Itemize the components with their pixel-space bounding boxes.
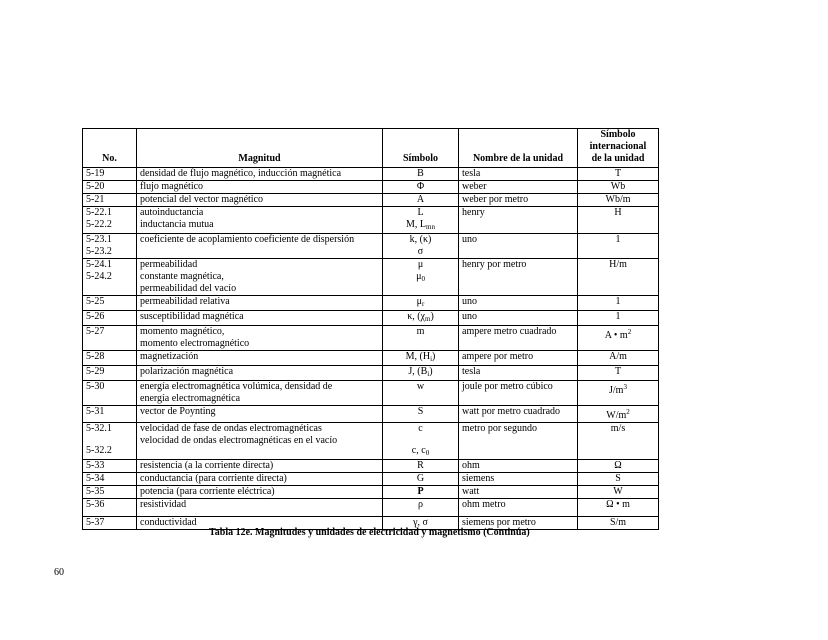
cell-simbolo-si: S [578, 473, 659, 486]
cell-unidad: uno [459, 296, 578, 311]
cell-unidad: tesla [459, 168, 578, 181]
cell-simbolo: B [383, 168, 459, 181]
table-row [83, 423, 659, 460]
cell-unidad: henry por metro [459, 259, 578, 296]
cell-magnitud: flujo magnético [137, 181, 383, 194]
cell-no: 5-24.1 5-24.2 [83, 259, 137, 296]
cell-unidad: tesla [459, 366, 578, 381]
cell-unidad: henry [459, 207, 578, 234]
cell-simbolo: $\mu_r$ [383, 296, 459, 311]
cell-simbolo-si: T [578, 168, 659, 181]
cell-unidad: weber por metro [459, 194, 578, 207]
cell-no: 5-23.1 5-23.2 [83, 234, 137, 259]
cell-magnitud: potencial del vector magnético [137, 194, 383, 207]
cell-simbolo: M, $(H_i)$ [383, 351, 459, 366]
cell-no: 5-20 [83, 181, 137, 194]
cell-unidad: uno [459, 234, 578, 259]
cell-no: 5-30 [83, 381, 137, 406]
cell-no: 5-28 [83, 351, 137, 366]
cell-magnitud: resistividad [137, 499, 383, 517]
table-row [83, 473, 659, 486]
cell-unidad: metro por segundo [459, 423, 578, 460]
cell-magnitud: potencia (para corriente eléctrica) [137, 486, 383, 499]
header-nombre-unidad: Nombre de la unidad [459, 129, 578, 168]
cell-magnitud: polarización magnética [137, 366, 383, 381]
cell-no: 5-29 [83, 366, 137, 381]
cell-unidad: siemens por metro [459, 517, 578, 530]
cell-simbolo: m [383, 326, 459, 351]
cell-simbolo: S [383, 406, 459, 423]
cell-no: 5-37 [83, 517, 137, 530]
cell-simbolo-si: $J/m^3$ [578, 381, 659, 406]
table-row [83, 366, 659, 381]
cell-no: 5-36 [83, 499, 137, 517]
cell-simbolo: A [383, 194, 459, 207]
table-row [83, 460, 659, 473]
cell-simbolo-si: Wb [578, 181, 659, 194]
cell-simbolo-si: Ω [578, 460, 659, 473]
cell-simbolo-si: 1 [578, 296, 659, 311]
cell-magnitud: susceptibilidad magnética [137, 311, 383, 326]
cell-simbolo-si: A • $m^2$ [578, 326, 659, 351]
header-simbolo-internacional: Símbolo internacional de la unidad [578, 129, 659, 168]
cell-magnitud: vector de Poynting [137, 406, 383, 423]
cell-simbolo-si: H/m [578, 259, 659, 296]
cell-no: 5-34 [83, 473, 137, 486]
cell-no: 5-25 [83, 296, 137, 311]
table-row [83, 381, 659, 406]
cell-unidad: weber [459, 181, 578, 194]
cell-simbolo-si: $W/m^2$ [578, 406, 659, 423]
cell-magnitud: permeabilidad constante magnética, permeabilidad del vacío [137, 259, 383, 296]
table-row [83, 207, 659, 234]
cell-magnitud: magnetización [137, 351, 383, 366]
cell-unidad: ohm [459, 460, 578, 473]
cell-magnitud: conductancia (para corriente directa) [137, 473, 383, 486]
cell-simbolo-si: 1 [578, 311, 659, 326]
table-row [83, 168, 659, 181]
cell-simbolo: Φ [383, 181, 459, 194]
cell-simbolo-si: A/m [578, 351, 659, 366]
cell-unidad: ohm metro [459, 499, 578, 517]
table-row [83, 181, 659, 194]
cell-simbolo: R [383, 460, 459, 473]
cell-no: 5-27 [83, 326, 137, 351]
cell-unidad: watt por metro cuadrado [459, 406, 578, 423]
table-row [83, 326, 659, 351]
cell-simbolo: P [383, 486, 459, 499]
cell-magnitud: momento magnético, momento electromagnético [137, 326, 383, 351]
cell-magnitud: energía electromagnética volúmica, densidad de energía electromagnética [137, 381, 383, 406]
cell-no: 5-19 [83, 168, 137, 181]
table-row [83, 311, 659, 326]
cell-simbolo: J, $(B_i)$ [383, 366, 459, 381]
cell-simbolo: L M, $L_{mn}$ [383, 207, 459, 234]
cell-simbolo-si: T [578, 366, 659, 381]
cell-simbolo-si: W [578, 486, 659, 499]
cell-simbolo-si: Ω • m [578, 499, 659, 517]
table-row [83, 499, 659, 517]
cell-simbolo: μ $\mu_0$ [383, 259, 459, 296]
cell-unidad: siemens [459, 473, 578, 486]
cell-simbolo-si: m/s [578, 423, 659, 460]
cell-magnitud: conductividad [137, 517, 383, 530]
header-no: No. [83, 129, 137, 168]
table-row [83, 234, 659, 259]
cell-unidad: joule por metro cúbico [459, 381, 578, 406]
cell-no: 5-35 [83, 486, 137, 499]
table-row [83, 296, 659, 311]
table-caption: Tabla 12e. Magnitudes y unidades de electricidad y magnetismo (Continúa) [209, 527, 530, 538]
table-row [83, 486, 659, 499]
table-header-row [83, 129, 659, 168]
header-magnitud: Magnitud [137, 129, 383, 168]
cell-unidad: uno [459, 311, 578, 326]
cell-simbolo-si: S/m [578, 517, 659, 530]
cell-simbolo-si: 1 [578, 234, 659, 259]
cell-simbolo: G [383, 473, 459, 486]
cell-magnitud: autoinductancia inductancia mutua [137, 207, 383, 234]
cell-unidad: ampere por metro [459, 351, 578, 366]
table-row [83, 351, 659, 366]
cell-simbolo: ρ [383, 499, 459, 517]
cell-simbolo: w [383, 381, 459, 406]
header-simbolo: Símbolo [383, 129, 459, 168]
cell-magnitud: velocidad de fase de ondas electromagnéticas velocidad de ondas electromagnéticas en el vacío [137, 423, 383, 460]
cell-simbolo: κ, $(\chi_m)$ [383, 311, 459, 326]
cell-no: 5-33 [83, 460, 137, 473]
cell-simbolo-si: Wb/m [578, 194, 659, 207]
cell-simbolo-si: H [578, 207, 659, 234]
magnitudes-table [82, 128, 659, 530]
cell-magnitud: densidad de flujo magnético, inducción magnética [137, 168, 383, 181]
cell-magnitud: resistencia (a la corriente directa) [137, 460, 383, 473]
cell-magnitud: coeficiente de acoplamiento coeficiente de dispersión [137, 234, 383, 259]
cell-no: 5-26 [83, 311, 137, 326]
cell-no: 5-31 [83, 406, 137, 423]
page-number: 60 [54, 567, 64, 578]
table-row [83, 406, 659, 423]
table-row [83, 259, 659, 296]
cell-simbolo: k, (κ) σ [383, 234, 459, 259]
cell-simbolo: c c, $c_0$ [383, 423, 459, 460]
cell-magnitud: permeabilidad relativa [137, 296, 383, 311]
cell-simbolo: γ, σ [383, 517, 459, 530]
cell-unidad: watt [459, 486, 578, 499]
table-row [83, 194, 659, 207]
cell-no: 5-22.1 5-22.2 [83, 207, 137, 234]
cell-unidad: ampere metro cuadrado [459, 326, 578, 351]
cell-no: 5-32.1 5-32.2 [83, 423, 137, 460]
cell-no: 5-21 [83, 194, 137, 207]
